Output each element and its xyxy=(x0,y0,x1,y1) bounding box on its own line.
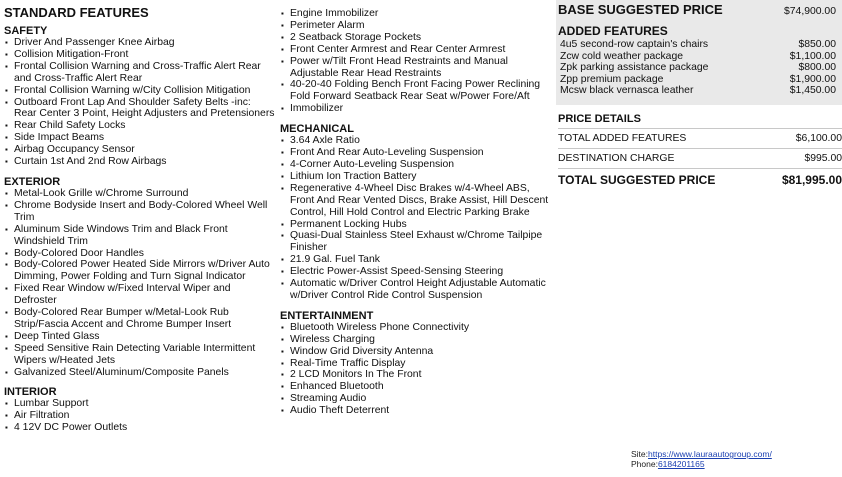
feature-item: ▪ Galvanized Steel/Aluminum/Composite Panels xyxy=(4,367,276,379)
interior-list xyxy=(4,398,276,434)
feature-item: ▪ 21.9 Gal. Fuel Tank xyxy=(280,254,554,266)
feature-item: ▪ Perimeter Alarm xyxy=(280,20,554,32)
divider xyxy=(558,148,842,149)
feature-item: ▪ Speed Sensitive Rain Detecting Variable Intermittent Wipers w/Heated Jets xyxy=(4,343,276,367)
feature-item: ▪ Air Filtration xyxy=(4,410,276,422)
feature-item: ▪ Body-Colored Rear Bumper w/Metal-Look Rub Strip/Fascia Accent and Chrome Bumper Insert xyxy=(4,307,276,331)
feature-item: ▪ Real-Time Traffic Display xyxy=(280,358,554,370)
added-feature-label: Mcsw black vernasca leather xyxy=(560,85,694,97)
feature-item: ▪ 3.64 Axle Ratio xyxy=(280,135,554,147)
pricing-column xyxy=(558,0,842,189)
mechanical-title: MECHANICAL xyxy=(280,123,354,136)
added-feature-value: $1,100.00 xyxy=(789,50,836,62)
feature-item: ▪ 2 Seatback Storage Pockets xyxy=(280,32,554,44)
total-row xyxy=(558,171,842,189)
destination-label: DESTINATION CHARGE xyxy=(558,152,675,164)
entertainment-list xyxy=(280,322,554,417)
contact-block xyxy=(631,450,772,469)
feature-item: ▪ Driver And Passenger Knee Airbag xyxy=(4,37,276,49)
added-feature-row xyxy=(558,74,836,86)
total-value: $81,995.00 xyxy=(781,172,842,187)
price-summary-box xyxy=(556,0,842,105)
feature-item: ▪ Side Impact Beams xyxy=(4,132,276,144)
feature-item: ▪ Enhanced Bluetooth xyxy=(280,381,554,393)
feature-item: ▪ Lumbar Support xyxy=(4,398,276,410)
feature-item: ▪ Front And Rear Auto-Leveling Suspension xyxy=(280,147,554,159)
added-feature-label: Zcw cold weather package xyxy=(560,50,684,62)
added-feature-row xyxy=(558,51,836,63)
feature-item: ▪ Quasi-Dual Stainless Steel Exhaust w/Chrome Tailpipe Finisher xyxy=(280,230,554,254)
price-details-title: PRICE DETAILS xyxy=(558,112,641,125)
destination-value: $995.00 xyxy=(804,152,842,164)
destination-row xyxy=(558,151,842,166)
standard-features-title: STANDARD FEATURES xyxy=(4,5,149,20)
added-feature-label: Zpk parking assistance package xyxy=(560,62,709,74)
feature-item: ▪ 4-Corner Auto-Leveling Suspension xyxy=(280,159,554,171)
added-feature-label: 4u5 second-row captain's chairs xyxy=(560,39,709,50)
interior-cont-list xyxy=(280,8,554,115)
total-added-value: $6,100.00 xyxy=(795,132,842,144)
added-feature-value: $1,900.00 xyxy=(789,73,836,85)
feature-item: ▪ Frontal Collision Warning and Cross-Traffic Alert Rear and Cross-Traffic Alert Rear xyxy=(4,61,276,85)
feature-item: ▪ Audio Theft Deterrent xyxy=(280,405,554,417)
feature-item: ▪ Body-Colored Power Heated Side Mirrors w/Driver Auto Dimming, Power Folding and Turn Signal Indicator xyxy=(4,259,276,283)
feature-item: ▪ Curtain 1st And 2nd Row Airbags xyxy=(4,156,276,168)
site-label: Site: xyxy=(631,449,649,459)
safety-title: SAFETY xyxy=(4,25,48,37)
added-feature-value: $850.00 xyxy=(798,39,836,50)
exterior-title: EXTERIOR xyxy=(4,175,61,188)
feature-item: ▪ Outboard Front Lap And Shoulder Safety Belts -inc: Rear Center 3 Point, Height Adjusters and Pretensioners xyxy=(4,97,276,121)
feature-item: ▪ Engine Immobilizer xyxy=(280,8,554,20)
added-feature-row xyxy=(558,85,836,97)
base-price-value: $74,900.00 xyxy=(783,6,836,17)
interior-title: INTERIOR xyxy=(4,386,57,399)
safety-list xyxy=(4,37,276,168)
total-added-label: TOTAL ADDED FEATURES xyxy=(558,132,687,144)
total-label: TOTAL SUGGESTED PRICE xyxy=(558,172,716,187)
feature-item: ▪ Permanent Locking Hubs xyxy=(280,219,554,231)
feature-item: ▪ Body-Colored Door Handles xyxy=(4,248,276,260)
feature-item: ▪ Airbag Occupancy Sensor xyxy=(4,144,276,156)
feature-item: ▪ Collision Mitigation-Front xyxy=(4,49,276,61)
entertainment-title: ENTERTAINMENT xyxy=(280,309,374,322)
feature-item: ▪ Frontal Collision Warning w/City Collision Mitigation xyxy=(4,85,276,97)
feature-item: ▪ Front Center Armrest and Rear Center Armrest xyxy=(280,44,554,56)
feature-item: ▪ Automatic w/Driver Control Height Adjustable Automatic w/Driver Control Ride Control Suspension xyxy=(280,278,554,302)
added-feature-row xyxy=(558,62,836,74)
feature-item: ▪ 4 12V DC Power Outlets xyxy=(4,422,276,434)
base-price-label: BASE SUGGESTED PRICE xyxy=(558,2,723,17)
feature-item: ▪ 2 LCD Monitors In The Front xyxy=(280,369,554,381)
feature-item: ▪ Rear Child Safety Locks xyxy=(4,120,276,132)
total-added-row xyxy=(558,131,842,146)
feature-item: ▪ Regenerative 4-Wheel Disc Brakes w/4-Wheel ABS, Front And Rear Vented Discs, Brake Assist, Hill Descent Control, Hill Hold Control and Electric Parking Brake xyxy=(280,183,554,219)
feature-item: ▪ Lithium Ion Traction Battery xyxy=(280,171,554,183)
feature-item: ▪ Bluetooth Wireless Phone Connectivity xyxy=(280,322,554,334)
added-feature-value: $1,450.00 xyxy=(789,85,836,97)
divider xyxy=(558,128,842,129)
feature-item: ▪ Aluminum Side Windows Trim and Black Front Windshield Trim xyxy=(4,224,276,248)
feature-item: ▪ Metal-Look Grille w/Chrome Surround xyxy=(4,188,276,200)
phone-line xyxy=(631,460,772,470)
feature-item: ▪ Streaming Audio xyxy=(280,393,554,405)
feature-item: ▪ Chrome Bodyside Insert and Body-Colored Wheel Well Trim xyxy=(4,200,276,224)
feature-item: ▪ Fixed Rear Window w/Fixed Interval Wiper and Defroster xyxy=(4,283,276,307)
added-feature-label: Zpp premium package xyxy=(560,73,664,85)
feature-item: ▪ Power w/Tilt Front Head Restraints and Manual Adjustable Rear Head Restraints xyxy=(280,56,554,80)
feature-item: ▪ Window Grid Diversity Antenna xyxy=(280,346,554,358)
added-feature-row xyxy=(558,39,836,51)
exterior-list xyxy=(4,188,276,379)
site-link[interactable]: https://www.lauraautogroup.com/ xyxy=(648,449,772,459)
feature-item: ▪ Wireless Charging xyxy=(280,334,554,346)
feature-item: ▪ Electric Power-Assist Speed-Sensing Steering xyxy=(280,266,554,278)
feature-item: ▪ Immobilizer xyxy=(280,103,554,115)
features-column-1 xyxy=(4,0,276,434)
feature-item: ▪ Deep Tinted Glass xyxy=(4,331,276,343)
mechanical-list xyxy=(280,135,554,302)
phone-link[interactable]: 6184201165 xyxy=(657,458,705,469)
phone-label: Phone: xyxy=(631,458,658,469)
divider xyxy=(558,168,842,169)
added-feature-value: $800.00 xyxy=(798,62,836,74)
feature-item: ▪ 40-20-40 Folding Bench Front Facing Power Reclining Fold Forward Seatback Rear Seat w/Power Fore/Aft xyxy=(280,79,554,103)
added-features-title: ADDED FEATURES xyxy=(558,24,668,38)
features-column-2 xyxy=(280,0,554,417)
added-features-list xyxy=(558,39,836,97)
